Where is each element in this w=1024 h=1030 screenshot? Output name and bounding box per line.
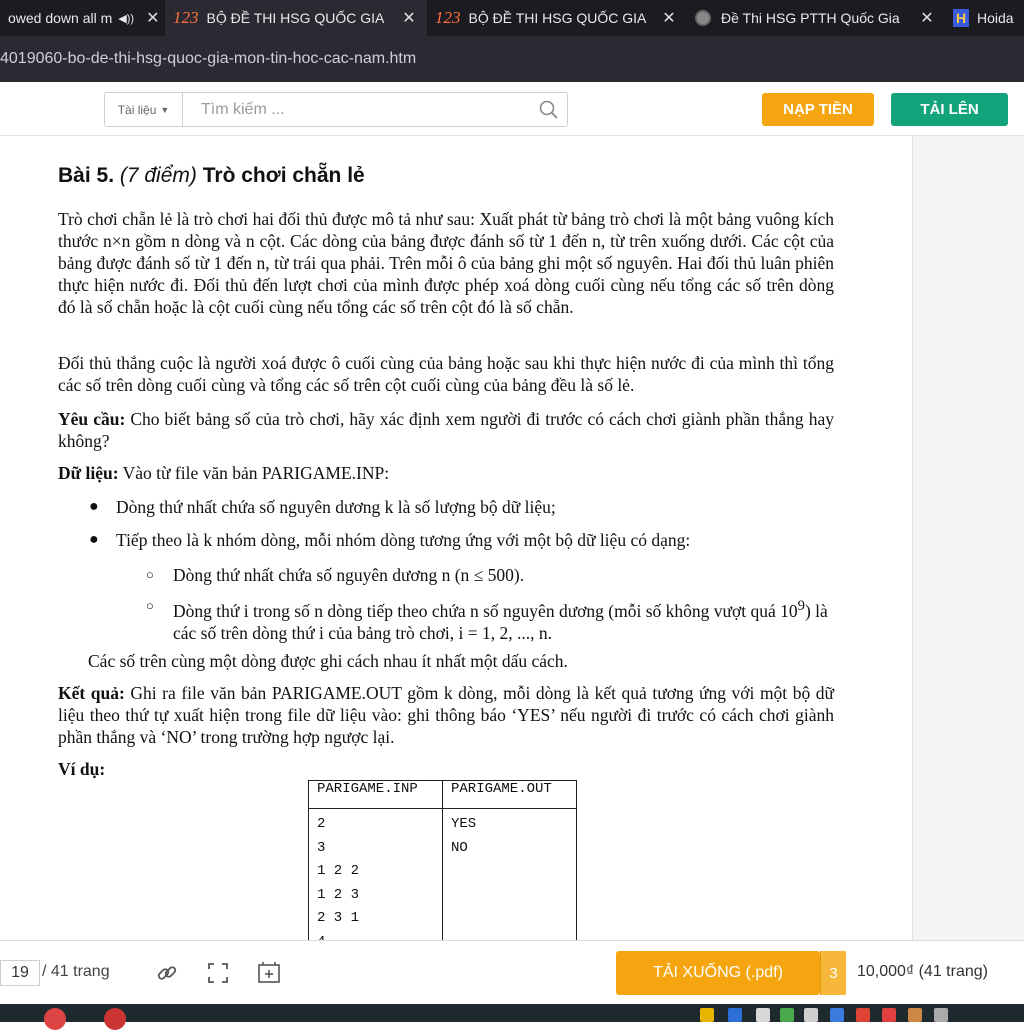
fullscreen-icon[interactable] (205, 960, 231, 986)
tab-2[interactable] (165, 0, 427, 36)
bullet-dot-icon: ● (89, 531, 99, 548)
search-input[interactable] (183, 101, 531, 119)
app-icon[interactable] (830, 1008, 844, 1022)
title-points: (7 điểm) (119, 164, 197, 187)
bullet-dot-icon: ● (89, 498, 99, 515)
download-button[interactable]: TẢI XUỐNG (.pdf) (616, 951, 820, 995)
paragraph-winner: Đối thủ thắng cuộc là người xoá được ô cuối cùng của bảng hoặc sau khi thực hiện nước đi của mình thì tổng các số trên dòng cuối cùng và tổng các số trên cột cuối cùng của bảng đều là số lẻ. (58, 353, 834, 395)
paragraph-separator-note: Các số trên cùng một dòng được ghi cách nhau ít nhất một dấu cách. (88, 651, 568, 671)
category-select[interactable] (105, 93, 183, 126)
tab-favicon: 123 (435, 8, 461, 27)
upload-button[interactable]: TẢI LÊN (891, 93, 1008, 126)
output-label: Kết quả: (58, 683, 125, 703)
tab-title: Đề Thi HSG PTTH Quốc Gia (721, 10, 900, 26)
output-text: Ghi ra file văn bản PARIGAME.OUT gồm k dòng, mỗi dòng là kết quả tương ứng với một bộ dữ liệu theo thứ tự xuất hiện trong file dữ liệu vào: ghi thông báo ‘YES’ nếu người đi trước có cách chơi giành phần thắng và ‘NO’ trong trường hợp ngược lại. (58, 683, 835, 747)
input-text: Vào từ file văn bản PARIGAME.INP: (122, 463, 390, 483)
app-icon[interactable] (104, 1008, 126, 1030)
page-total: / 41 trang (42, 963, 110, 980)
tab-4[interactable] (687, 0, 945, 36)
app-icon[interactable] (756, 1008, 770, 1022)
title-prefix: Bài 5. (58, 164, 115, 187)
document-viewer (0, 136, 1024, 940)
inp-line: 2 (317, 816, 326, 832)
tab-3[interactable] (427, 0, 687, 36)
app-icon[interactable] (856, 1008, 870, 1022)
sub-list-item (146, 564, 833, 586)
list-item (89, 496, 836, 518)
bullet-circle-icon: ○ (146, 567, 154, 582)
app-icon[interactable] (882, 1008, 896, 1022)
close-icon[interactable]: ✕ (146, 10, 160, 27)
app-icon[interactable] (780, 1008, 794, 1022)
close-icon[interactable]: ✕ (920, 10, 934, 27)
address-bar[interactable] (0, 36, 1024, 82)
search-box (104, 92, 568, 127)
globe-icon (695, 10, 711, 26)
app-icon[interactable] (700, 1008, 714, 1022)
app-icon[interactable] (728, 1008, 742, 1022)
app-icon[interactable] (908, 1008, 922, 1022)
right-sidebar (912, 136, 1024, 940)
search-icon[interactable] (531, 93, 567, 126)
close-icon[interactable]: ✕ (402, 10, 416, 27)
bullet-text: Dòng thứ nhất chứa số nguyên dương k là số lượng bộ dữ liệu; (116, 497, 556, 517)
document-toolbar (0, 940, 1024, 1004)
category-label: Tài liệu (117, 102, 157, 117)
page-number-input[interactable]: 19 (0, 960, 40, 986)
tab-favicon: 123 (173, 8, 199, 27)
list-item (89, 529, 836, 551)
bullet-text: Tiếp theo là k nhóm dòng, mỗi nhóm dòng tương ứng với một bộ dữ liệu có dạng: (116, 530, 691, 550)
example-label: Ví dụ: (58, 759, 106, 779)
tab-title: owed down all m (8, 10, 113, 26)
paragraph-output (58, 682, 834, 748)
download-count-badge: 3 (820, 951, 846, 995)
caret-down-icon: ▼ (160, 104, 170, 115)
price-label: 10,000₫ (41 trang) (857, 963, 988, 980)
table-row (309, 809, 577, 955)
document-page (0, 136, 912, 940)
title-name: Trò chơi chẵn lẻ (202, 164, 365, 187)
inp-line: 1 2 3 (317, 886, 360, 903)
tab-5[interactable] (945, 0, 1024, 36)
site-header (0, 82, 1024, 136)
speaker-icon[interactable]: ◀)) (118, 12, 135, 25)
problem-title (58, 164, 365, 188)
inp-line: 1 2 2 (317, 863, 360, 879)
app-icon[interactable] (934, 1008, 948, 1022)
topup-button[interactable]: NẠP TIỀN (762, 93, 874, 126)
tab-favicon: H (953, 9, 969, 27)
out-line: YES (451, 816, 477, 832)
close-icon[interactable]: ✕ (662, 10, 676, 27)
example-table (308, 780, 577, 955)
table-header: PARIGAME.OUT (443, 781, 577, 809)
tab-title: BỘ ĐỀ THI HSG QUỐC GIA (206, 10, 385, 26)
add-page-icon[interactable] (256, 960, 282, 986)
sub-list-item (146, 595, 833, 644)
bullet-circle-icon: ○ (146, 598, 154, 613)
app-icon[interactable] (804, 1008, 818, 1022)
requirement-label: Yêu cầu: (58, 409, 126, 429)
out-line: NO (451, 839, 468, 856)
bullet-text-a: Dòng thứ i trong số n dòng tiếp theo chứa n số nguyên dương (mỗi số không vượt quá 10 (173, 600, 798, 621)
app-icon[interactable] (44, 1008, 66, 1030)
paragraph-description: Trò chơi chẵn lẻ là trò chơi hai đối thủ được mô tả như sau: Xuất phát từ bảng trò chơi là một bảng vuông kích thước n×n gồm n dòng và n cột. Các dòng của bảng được đánh số từ 1 đến n, từ trên xuống dưới. Các cột của bảng được đánh số từ 1 đến n, từ trái qua phải. Trên mỗi ô của bảng ghi một số nguyên. Hai đối thủ luân phiên thực hiện nước đi. Đối thủ đến lượt chơi của mình được phép xoá dòng cuối cùng nếu tổng các số trên dòng đó là số chẵn hoặc là cột cuối cùng nếu tổng các số trên cột đó là số chẵn. (58, 209, 834, 317)
os-taskbar (0, 1004, 1024, 1022)
paragraph-requirement (58, 408, 834, 452)
tab-title: BỘ ĐỀ THI HSG QUỐC GIA (468, 10, 647, 26)
table-header-row (309, 781, 577, 809)
inp-line: 2 3 1 (317, 910, 360, 926)
bullet-text: Dòng thứ nhất chứa số nguyên dương n (n ≤ 500). (173, 565, 525, 585)
tab-1[interactable] (0, 0, 165, 36)
input-label: Dữ liệu: (58, 463, 119, 483)
bullet-text-b: ) là các số trên dòng thứ i của bảng trò chơi, i = 1, 2, ..., n. (173, 600, 828, 643)
url-text: 4019060-bo-de-thi-hsg-quoc-gia-mon-tin-hoc-cac-nam.htm (0, 50, 417, 67)
table-cell-inp (309, 809, 443, 955)
exponent: 9 (797, 598, 805, 614)
paragraph-input (58, 462, 834, 484)
link-icon[interactable] (154, 960, 180, 986)
table-cell-out (443, 809, 577, 955)
inp-line: 3 (317, 839, 326, 856)
table-header: PARIGAME.INP (309, 781, 443, 809)
browser-tab-strip (0, 0, 1024, 36)
tab-title: Hoida (977, 10, 1014, 26)
requirement-text: Cho biết bảng số của trò chơi, hãy xác định xem người đi trước có cách chơi giành phần thắng hay không? (58, 409, 834, 451)
